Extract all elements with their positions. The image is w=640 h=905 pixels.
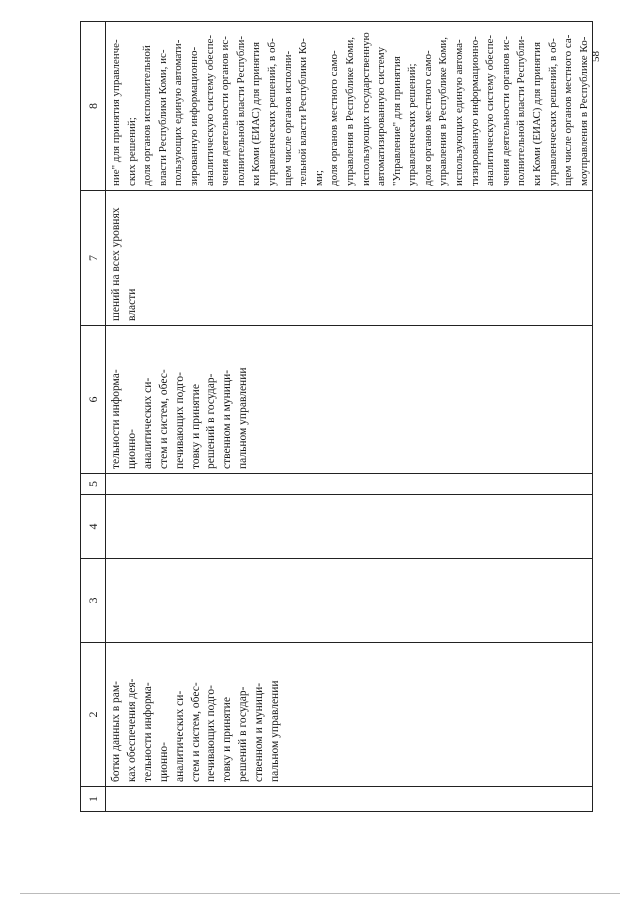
cell-text-8: ние" для принятия управленче- ских решений; доля органов исполнительной власти Республики Коми, ис- пользующих единую автомати- зированную информационно- аналитическую систему обеспе- чения деятельности органов ис- полнительной власти Республи- ки Коми (ЕИАС) для принятия управленческих решений, в об- щем числе органов исполни- тельной власти Республики Ко- ми; доля органов местного само- управления в Республике Коми, использующих государственную автоматизированную систему "Управление" для принятия управленческих решений; доля органов местного само- управления в Республике Коми, использующих единую автома- тизированную информационно- аналитическую систему обеспе- чения деятельности органов ис- полнительной власти Республи- ки Коми (ЕИАС) для принятия управленческих решений, в об- щем числе органов местного са- моуправления в Республике Ко- bbox=[110, 32, 590, 186]
cell-text-5 bbox=[106, 474, 109, 494]
cell-text-4 bbox=[106, 495, 109, 558]
table-row bbox=[106, 22, 593, 812]
header-cell-1: 1 bbox=[81, 787, 106, 812]
header-cell-2: 2 bbox=[81, 643, 106, 787]
cell-text-2: ботки данных в рам- ках обеспечения дея- тельности информа- ционно- аналитических си- стем и систем, обес- печивающих подго- товку и принятие решений в государ- ственном и муници- пальном управлении bbox=[110, 678, 282, 782]
header-cell-6: 6 bbox=[81, 326, 106, 474]
page-number: 58 bbox=[590, 51, 602, 62]
rotated-table-wrapper bbox=[80, 22, 590, 812]
row-cell-2 bbox=[106, 643, 593, 787]
header-cell-7: 7 bbox=[81, 191, 106, 326]
cell-text-3 bbox=[106, 559, 109, 642]
cell-text-7: шений на всех уровнях власти bbox=[110, 207, 138, 321]
row-cell-7 bbox=[106, 191, 593, 326]
cell-text-6: тельности информа- ционно- аналитических си- стем и систем, обес- печивающих подго- товку и принятие решений в государ- ственном и муници- пальном управлении bbox=[110, 367, 250, 469]
row-cell-3 bbox=[106, 559, 593, 643]
header-cell-4: 4 bbox=[81, 495, 106, 559]
row-cell-1 bbox=[106, 787, 593, 812]
row-cell-6 bbox=[106, 326, 593, 474]
scan-edge-line bbox=[20, 893, 620, 894]
row-cell-4 bbox=[106, 495, 593, 559]
cell-text-1 bbox=[106, 787, 109, 811]
table-header-row bbox=[81, 22, 106, 812]
header-cell-5: 5 bbox=[81, 474, 106, 495]
row-cell-8 bbox=[106, 22, 593, 191]
header-cell-3: 3 bbox=[81, 559, 106, 643]
header-cell-8: 8 bbox=[81, 22, 106, 191]
row-cell-5 bbox=[106, 474, 593, 495]
data-table bbox=[80, 21, 593, 812]
